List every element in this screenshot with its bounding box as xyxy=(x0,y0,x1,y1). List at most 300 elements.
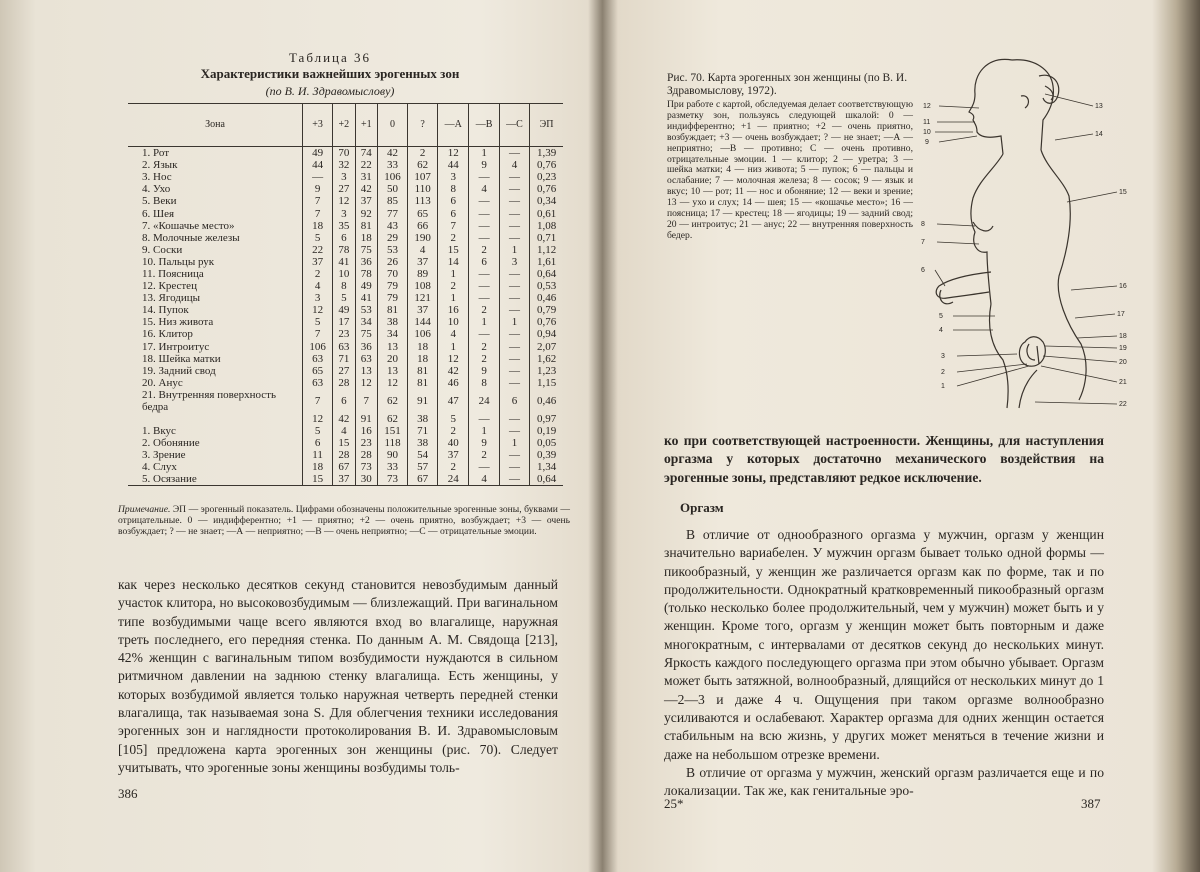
table-cell: — xyxy=(469,292,499,304)
zone-label: 21 xyxy=(1119,379,1127,386)
table-cell: 4 xyxy=(499,159,529,171)
table-cell: 24 xyxy=(469,389,499,413)
table-row xyxy=(128,425,563,437)
table-cell: — xyxy=(469,413,499,425)
zone-name-cell: 20. Анус xyxy=(142,376,183,389)
table-cell: — xyxy=(469,280,499,292)
table-cell: 1 xyxy=(499,316,529,328)
zone-name-cell: 15. Низ живота xyxy=(142,316,214,329)
zone-label: 12 xyxy=(923,103,931,110)
table-cell: 0,61 xyxy=(530,207,563,219)
table-cell: — xyxy=(499,328,529,340)
table-cell: 33 xyxy=(377,461,407,473)
table-note xyxy=(118,504,570,537)
table-cell: 4 xyxy=(469,473,499,486)
table-cell: — xyxy=(469,195,499,207)
table-row xyxy=(128,413,563,425)
zone-name-cell: 8. Молочные железы xyxy=(142,231,240,244)
table-cell: 7 xyxy=(355,389,377,413)
table-cell: 85 xyxy=(377,195,407,207)
table-cell: 4 xyxy=(333,425,355,437)
table-cell: 41 xyxy=(355,292,377,304)
table-cell: 0,76 xyxy=(530,316,563,328)
table-cell: 18 xyxy=(408,353,438,365)
table-cell: 73 xyxy=(377,473,407,486)
table-cell: 2 xyxy=(469,353,499,365)
table-cell: 8 xyxy=(469,377,499,389)
table-cell: 7 xyxy=(438,220,469,232)
table-cell: 42 xyxy=(355,183,377,195)
table-cell: 2 xyxy=(438,280,469,292)
left-paragraph: как через несколько десятков секунд становится невозбудимым данный участок клитора, но высоковозбудимым — близлежащий. При вагинальном типе возбудимыми чаще всего являются вход во влагалище, наружная треть последнего, его передняя стенка. По данным А. М. Свядоща [213], 42% женщин с вагинальным типом возбудимости нуждаются в сильном ритмичном давлении на заднюю стенку влагалища. Есть женщины, у которых возбудимой является только наружная четверть передней стенки влагалища, так называемая зона S. Для облегчения техники исследования эрогенных зон и наглядности протоколирования В. И. Здравомысловым [105] предложена карта эрогенных зон женщины (рис. 70). Следует учитывать, что эрогенные зоны женщины возбудимы толь- xyxy=(118,577,558,775)
table-cell: 16 xyxy=(438,304,469,316)
orgasm-paragraph-2: В отличие от оргазма у мужчин, женский оргазм различается еще и по локализации. Так же, как генитальные эро- xyxy=(664,764,1104,799)
table-cell: 62 xyxy=(408,159,438,171)
zone-label: 1 xyxy=(941,383,945,390)
zone-name-cell: 13. Ягодицы xyxy=(142,292,201,305)
table-cell: 35 xyxy=(333,220,355,232)
table-cell: 1 xyxy=(469,425,499,437)
table-cell: 0,39 xyxy=(530,449,563,461)
table-cell: 5 xyxy=(333,292,355,304)
table-cell: — xyxy=(499,449,529,461)
table-cell: 0,64 xyxy=(530,268,563,280)
table-cell: 33 xyxy=(377,159,407,171)
table-cell: 15 xyxy=(333,437,355,449)
table-cell: 43 xyxy=(377,220,407,232)
table-cell: — xyxy=(469,268,499,280)
table-cell: 0,46 xyxy=(530,292,563,304)
zone-name-cell: 17. Интроитус xyxy=(142,340,210,353)
table-cell: 49 xyxy=(355,280,377,292)
table-cell: 11 xyxy=(303,449,333,461)
table-cell: 6 xyxy=(303,437,333,449)
table-cell: 66 xyxy=(408,220,438,232)
table-cell: 2 xyxy=(438,461,469,473)
table-cell: — xyxy=(499,461,529,473)
table-cell: 2 xyxy=(469,244,499,256)
table-row xyxy=(128,183,563,195)
table-cell: 70 xyxy=(333,147,355,160)
table-cell: 49 xyxy=(303,147,333,160)
figure-legend: При работе с картой, обследуемая делает соответствующую разметку зон, пользуясь следующей шкалой: 0 — индифферентно; +1 — приятно; +2 — очень приятно, возбуждает; +3 — очень возбуждает; ? — не знает; —А — неприятно; —В — противно; С — очень противно, отрицательные эмоции. 1 — клитор; 2 — уретра; 3 — шейка матки; 4 — низ живота; 5 — пупок; 6 — пальцы и ослабание; 7 — молочная железа; 8 — сосок; 9 — язык и вкус; 10 — рот; 11 — нос и обоняние; 12 — веки и зрение; 13 — ухо и слух; 14 — шея; 15 — «кошачье место»; 16 — поясница; 17 — крестец; 18 — ягодицы; 19 — задний свод; 20 — интроитус; 21 — анус; 22 — внутренняя поверхность бедер. xyxy=(667,99,913,241)
table-cell: 37 xyxy=(333,473,355,486)
table-row xyxy=(128,437,563,449)
table-cell: 42 xyxy=(438,365,469,377)
table-cell: 18 xyxy=(303,461,333,473)
table-cell: — xyxy=(499,232,529,244)
zone-name-cell: 2. Обоняние xyxy=(142,437,200,450)
table-cell: 71 xyxy=(333,353,355,365)
table-cell: 42 xyxy=(333,413,355,425)
table-cell: 6 xyxy=(438,207,469,219)
right-body-orgasm xyxy=(664,526,1104,800)
table-cell: — xyxy=(469,171,499,183)
table-body xyxy=(128,147,563,486)
left-body-text xyxy=(118,576,558,777)
table-row xyxy=(128,328,563,340)
zone-label: 19 xyxy=(1119,345,1127,352)
table-cell: 190 xyxy=(408,232,438,244)
table-cell: 18 xyxy=(408,341,438,353)
table-cell: 1 xyxy=(469,147,499,160)
zone-name-cell: 14. Пупок xyxy=(142,304,189,317)
table-row xyxy=(128,256,563,268)
table-cell: 50 xyxy=(377,183,407,195)
table-cell: 89 xyxy=(408,268,438,280)
zone-name-cell: 6. Шея xyxy=(142,207,175,220)
table-row xyxy=(128,449,563,461)
table-cell: 2 xyxy=(469,341,499,353)
table-cell: 107 xyxy=(408,171,438,183)
table-cell: 38 xyxy=(377,316,407,328)
zone-label: 20 xyxy=(1119,359,1127,366)
table-cell: — xyxy=(499,292,529,304)
table-cell: 121 xyxy=(408,292,438,304)
table-cell: — xyxy=(499,280,529,292)
table-cell: 1 xyxy=(469,316,499,328)
zone-label: 9 xyxy=(925,139,929,146)
table-row xyxy=(128,461,563,473)
table-cell: 10 xyxy=(333,268,355,280)
table-row xyxy=(128,171,563,183)
table-row xyxy=(128,280,563,292)
table-cell: 7 xyxy=(303,328,333,340)
table-cell: 5 xyxy=(303,232,333,244)
table-header-cell: —С xyxy=(499,104,529,147)
table-header-cell: ЭП xyxy=(530,104,563,147)
table-cell: 4 xyxy=(469,183,499,195)
table-cell: 38 xyxy=(408,437,438,449)
table-cell: 37 xyxy=(438,449,469,461)
table-cell: 67 xyxy=(408,473,438,486)
table-cell: 9 xyxy=(469,365,499,377)
table-cell: 81 xyxy=(377,304,407,316)
table-cell: — xyxy=(499,413,529,425)
table-cell: 5 xyxy=(303,425,333,437)
table-cell: 32 xyxy=(333,159,355,171)
zone-name-cell: 7. «Кошачье место» xyxy=(142,219,235,232)
table-cell: 40 xyxy=(438,437,469,449)
table-cell: 20 xyxy=(377,353,407,365)
table-title: Характеристики важнейших эрогенных зон xyxy=(200,66,460,81)
table-cell: — xyxy=(499,365,529,377)
table-cell: 79 xyxy=(377,292,407,304)
table-cell: 46 xyxy=(438,377,469,389)
table-cell: 151 xyxy=(377,425,407,437)
table-cell: 28 xyxy=(355,449,377,461)
zone-label: 7 xyxy=(921,239,925,246)
table-cell: 44 xyxy=(438,159,469,171)
table-cell: 1,08 xyxy=(530,220,563,232)
zone-label: 3 xyxy=(941,353,945,360)
table-cell: 3 xyxy=(333,171,355,183)
table-row xyxy=(128,304,563,316)
table-cell: 41 xyxy=(333,256,355,268)
table-cell: 13 xyxy=(377,365,407,377)
table-cell: 18 xyxy=(355,232,377,244)
zone-name-cell: 9. Соски xyxy=(142,243,183,256)
table-cell: — xyxy=(499,207,529,219)
table-cell: 31 xyxy=(355,171,377,183)
table-cell: 1,15 xyxy=(530,377,563,389)
table-cell: 37 xyxy=(408,304,438,316)
table-cell: 77 xyxy=(377,207,407,219)
table-cell: 2,07 xyxy=(530,341,563,353)
section-heading-orgasm: Оргазм xyxy=(680,500,724,515)
table-row xyxy=(128,220,563,232)
table-cell: 23 xyxy=(355,437,377,449)
table-cell: 1 xyxy=(438,292,469,304)
table-cell: 2 xyxy=(469,449,499,461)
right-body-continued xyxy=(664,432,1104,487)
table-row xyxy=(128,207,563,219)
table-cell: 12 xyxy=(333,195,355,207)
table-cell: 24 xyxy=(438,473,469,486)
table-cell: 5 xyxy=(303,316,333,328)
table-cell: — xyxy=(499,377,529,389)
table-row xyxy=(128,316,563,328)
table-cell: 12 xyxy=(303,304,333,316)
table-cell: 90 xyxy=(377,449,407,461)
table-cell: 81 xyxy=(355,220,377,232)
table-cell: 1 xyxy=(499,437,529,449)
zone-label: 11 xyxy=(923,119,931,126)
table-row xyxy=(128,341,563,353)
table-cell: 0,46 xyxy=(530,389,563,413)
zone-label: 13 xyxy=(1095,103,1103,110)
table-cell: — xyxy=(499,304,529,316)
table-cell: 0,97 xyxy=(530,413,563,425)
table-cell: — xyxy=(499,147,529,160)
table-cell: 6 xyxy=(333,389,355,413)
table-cell: 71 xyxy=(408,425,438,437)
table-cell: — xyxy=(499,473,529,486)
table-cell: — xyxy=(499,183,529,195)
table-cell: 44 xyxy=(303,159,333,171)
table-cell: 4 xyxy=(408,244,438,256)
table-cell: 54 xyxy=(408,449,438,461)
table-cell: 67 xyxy=(333,461,355,473)
table-cell: 3 xyxy=(333,207,355,219)
zone-label: 15 xyxy=(1119,189,1127,196)
table-cell: — xyxy=(303,171,333,183)
zone-number-labels xyxy=(921,103,1127,408)
table-cell: 1,62 xyxy=(530,353,563,365)
table-cell: 81 xyxy=(408,377,438,389)
table-subtitle: (по В. И. Здравомыслову) xyxy=(265,84,395,98)
table-cell: 113 xyxy=(408,195,438,207)
table-cell: 5 xyxy=(438,413,469,425)
table-cell: 0,79 xyxy=(530,304,563,316)
table-row xyxy=(128,268,563,280)
table-cell: 0,34 xyxy=(530,195,563,207)
table-row xyxy=(128,473,563,486)
table-row xyxy=(128,244,563,256)
table-cell: — xyxy=(499,353,529,365)
table-caption: Таблица 36 xyxy=(288,50,372,65)
table-cell: 144 xyxy=(408,316,438,328)
table-row xyxy=(128,292,563,304)
table-cell: 110 xyxy=(408,183,438,195)
table-cell: 13 xyxy=(377,341,407,353)
zone-leader-lines xyxy=(935,94,1117,404)
zone-label: 6 xyxy=(921,267,925,274)
table-cell: 7 xyxy=(303,389,333,413)
table-cell: 27 xyxy=(333,183,355,195)
table-cell: 75 xyxy=(355,244,377,256)
table-cell: 0,64 xyxy=(530,473,563,486)
table-row xyxy=(128,232,563,244)
erogenous-zone-map-figure xyxy=(917,46,1187,416)
table-cell: 37 xyxy=(408,256,438,268)
table-cell: 9 xyxy=(303,183,333,195)
table-cell: — xyxy=(469,207,499,219)
zone-name-cell: 19. Задний свод xyxy=(142,364,216,377)
table-cell: — xyxy=(499,341,529,353)
table-cell: 108 xyxy=(408,280,438,292)
zone-name-cell: 5. Осязание xyxy=(128,473,303,486)
zone-name-cell: 10. Пальцы рук xyxy=(142,255,215,268)
table-header-cell: —А xyxy=(438,104,469,147)
table-cell: 47 xyxy=(438,389,469,413)
zone-label: 17 xyxy=(1117,311,1125,318)
table-cell: 1,39 xyxy=(530,147,563,160)
table-cell: 1,12 xyxy=(530,244,563,256)
table-header-cell: —В xyxy=(469,104,499,147)
table-cell: 28 xyxy=(333,449,355,461)
table-cell: 34 xyxy=(355,316,377,328)
table-cell: 6 xyxy=(469,256,499,268)
table-cell: 22 xyxy=(303,244,333,256)
table-cell: 70 xyxy=(377,268,407,280)
table-cell: 26 xyxy=(377,256,407,268)
table-cell: 6 xyxy=(438,195,469,207)
table-row xyxy=(128,159,563,171)
table-cell: 37 xyxy=(355,195,377,207)
table-cell: 1,34 xyxy=(530,461,563,473)
zone-name-cell: 18. Шейка матки xyxy=(142,352,221,365)
table-cell: 29 xyxy=(377,232,407,244)
zone-name-cell: 16. Клитор xyxy=(142,328,193,341)
zone-name-cell: 4. Слух xyxy=(142,461,177,474)
table-cell: 4 xyxy=(438,328,469,340)
page-number-left: 386 xyxy=(118,786,138,801)
table-cell: — xyxy=(499,425,529,437)
table-cell: 30 xyxy=(355,473,377,486)
table-header-cell: Зона xyxy=(128,104,303,147)
table-cell: — xyxy=(469,220,499,232)
table-cell: 17 xyxy=(333,316,355,328)
table-cell: 63 xyxy=(333,341,355,353)
table-cell: 63 xyxy=(303,353,333,365)
table-cell: 22 xyxy=(355,159,377,171)
zone-label: 4 xyxy=(939,327,943,334)
table-cell: 38 xyxy=(408,413,438,425)
table-cell: 34 xyxy=(377,328,407,340)
table-cell: 106 xyxy=(408,328,438,340)
table-row xyxy=(128,389,563,413)
right-page xyxy=(607,0,1200,872)
zone-label: 14 xyxy=(1095,131,1103,138)
table-cell: 4 xyxy=(303,280,333,292)
table-cell: 13 xyxy=(355,365,377,377)
table-row xyxy=(128,195,563,207)
zone-label: 5 xyxy=(939,313,943,320)
table-cell: 0,05 xyxy=(530,437,563,449)
table-cell: 16 xyxy=(355,425,377,437)
table-cell: 0,19 xyxy=(530,425,563,437)
table-cell: 118 xyxy=(377,437,407,449)
table-cell: 18 xyxy=(303,220,333,232)
table-cell: 2 xyxy=(303,268,333,280)
zone-name-cell: 2. Язык xyxy=(142,159,178,172)
table-cell: 36 xyxy=(355,341,377,353)
table-cell: 7 xyxy=(303,195,333,207)
zone-label: 22 xyxy=(1119,401,1127,408)
table-cell: 57 xyxy=(408,461,438,473)
signature-mark: 25* xyxy=(664,796,684,811)
table-cell: 75 xyxy=(355,328,377,340)
zone-name-cell: 3. Нос xyxy=(142,171,172,184)
table-row xyxy=(128,365,563,377)
zone-name-cell: 3. Зрение xyxy=(142,449,186,462)
table-header-cell: +3 xyxy=(303,104,333,147)
table-cell: 8 xyxy=(333,280,355,292)
zone-label: 8 xyxy=(921,221,925,228)
table-cell: 2 xyxy=(438,232,469,244)
zone-name-cell: 11. Поясница xyxy=(142,267,204,280)
zone-label: 16 xyxy=(1119,283,1127,290)
note-label: Примечание. xyxy=(118,504,171,515)
table-cell: 12 xyxy=(303,413,333,425)
table-cell: 1 xyxy=(438,341,469,353)
table-cell: 0,76 xyxy=(530,159,563,171)
table-cell: 10 xyxy=(438,316,469,328)
table-cell: 91 xyxy=(355,413,377,425)
table-cell: 0,94 xyxy=(530,328,563,340)
table-cell: 78 xyxy=(333,244,355,256)
table-cell: 106 xyxy=(377,171,407,183)
table-cell: — xyxy=(499,220,529,232)
table-cell: 14 xyxy=(438,256,469,268)
table-cell: 1,23 xyxy=(530,365,563,377)
table-cell: 28 xyxy=(333,377,355,389)
table-cell: 12 xyxy=(438,147,469,160)
table-cell: 0,23 xyxy=(530,171,563,183)
table-cell: — xyxy=(499,171,529,183)
table-cell: 106 xyxy=(303,341,333,353)
table-cell: 0,71 xyxy=(530,232,563,244)
table-cell: — xyxy=(469,461,499,473)
table-cell: 63 xyxy=(355,353,377,365)
table-cell: 65 xyxy=(408,207,438,219)
table-row xyxy=(128,377,563,389)
table-cell: 3 xyxy=(499,256,529,268)
continued-paragraph: ко при соответствующей настроенности. Женщины, для наступления оргазма у которых достаточно механического воздействия на эрогенные зоны, представляют редкое исключение. xyxy=(664,433,1104,485)
table-cell: — xyxy=(469,232,499,244)
table-cell: 0,76 xyxy=(530,183,563,195)
table-header-cell: +2 xyxy=(333,104,355,147)
zone-name-cell: 4. Ухо xyxy=(142,183,171,196)
table-cell: 62 xyxy=(377,389,407,413)
table-cell: 78 xyxy=(355,268,377,280)
table-cell: — xyxy=(469,328,499,340)
figure-caption: Рис. 70. Карта эрогенных зон женщины (по В. И. Здравомыслову, 1972). xyxy=(667,72,908,97)
table-cell: 1,61 xyxy=(530,256,563,268)
table-cell: 9 xyxy=(469,159,499,171)
table-cell: 2 xyxy=(408,147,438,160)
